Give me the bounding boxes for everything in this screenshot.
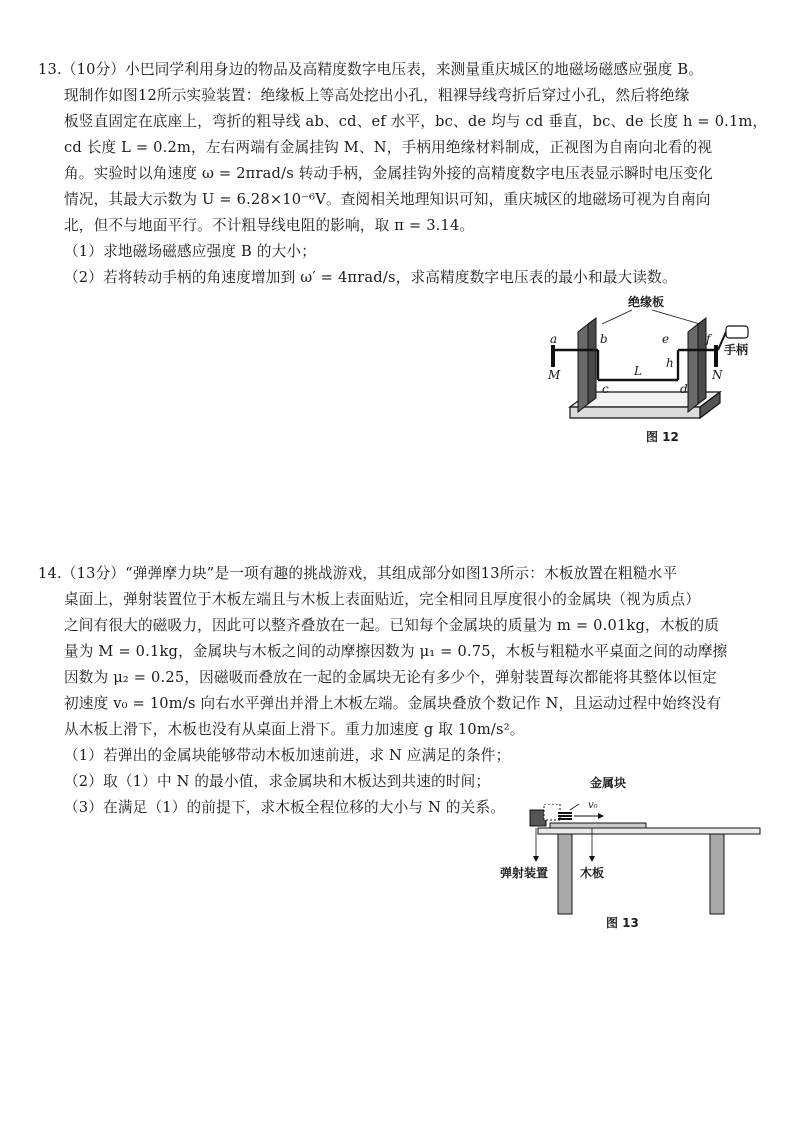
right-board-face: [698, 318, 706, 404]
label-metal-block: 金属块: [590, 776, 627, 790]
point-e: e: [662, 332, 670, 346]
q13-line-1: 13.（10分）小巴同学利用身边的物品及高精度数字电压表，来测量重庆城区的地磁场磁感应强度 B。: [38, 61, 704, 78]
q14-line-5: 因数为 μ₂ = 0.25，因磁吸而叠放在一起的金属块无论有多少个，弹射装置每次都能将其整体以恒定: [64, 669, 717, 686]
caption-figure-13: 图 13: [606, 916, 639, 930]
q14-line-7: 从木板上滑下，木板也没有从桌面上滑下。重力加速度 g 取 10m/s²。: [64, 721, 525, 738]
figure-12: [540, 292, 760, 452]
hook-n: [714, 345, 718, 367]
label-handle: 手柄: [724, 343, 749, 357]
label-launcher: 弹射装置: [500, 866, 549, 880]
point-h: h: [666, 356, 674, 370]
table-leg-right: [710, 834, 724, 914]
point-f: f: [706, 332, 711, 346]
label-insulating-board: 绝缘板: [628, 295, 665, 309]
board-pointer-right: [652, 310, 700, 324]
hook-m: [551, 345, 555, 367]
q13-subq-1: （1）求地磁场磁感应强度 B 的大小；: [64, 243, 316, 260]
point-l: L: [634, 364, 642, 378]
q14-line-3: 之间有很大的磁吸力，因此可以整齐叠放在一起。已知每个金属块的质量为 m = 0.01kg，木板的质: [64, 617, 720, 634]
table-leg-left: [558, 834, 572, 914]
figure-13: [496, 776, 766, 934]
q13-subq-2: （2）若将转动手柄的角速度增加到 ω′ = 4πrad/s，求高精度数字电压表的最小和最大读数。: [64, 269, 677, 286]
board-pointer-head: [589, 856, 595, 862]
q13-line-4: cd 长度 L = 0.2m，左右两端有金属挂钩 M、N，手柄用绝缘材料制成，正视图为自南向北看的视: [64, 139, 713, 156]
q14-subq-2: （2）取（1）中 N 的最小值，求金属块和木板达到共速的时间；: [64, 773, 491, 790]
left-board-side: [578, 324, 588, 412]
left-board-face: [588, 318, 596, 404]
board-pointer-left: [602, 310, 632, 324]
handle-grip: [726, 326, 748, 338]
q13-line-7: 北，但不与地面平行。不计粗导线电阻的影响，取 π = 3.14。: [64, 217, 475, 234]
point-n: N: [712, 368, 723, 382]
q14-line-6: 初速度 v₀ = 10m/s 向右水平弹出并滑上木板左端。金属块叠放个数记作 N，且运动过程中始终没有: [64, 695, 722, 712]
q13-line-6: 情况，其最大示数为 U = 6.28×10⁻⁶V。查阅相关地理知识可知，重庆城区的地磁场可视为自南向: [64, 191, 711, 208]
point-d: d: [680, 382, 688, 396]
point-b: b: [600, 332, 608, 346]
q14-subq-1: （1）若弹出的金属块能够带动木板加速前进，求 N 应满足的条件；: [64, 747, 511, 764]
launcher-pointer-head: [533, 856, 539, 862]
q13-line-3: 板竖直固定在底座上，弯折的粗导线 ab、cd、ef 水平，bc、de 均与 cd 垂直，bc、de 长度 h = 0.1m，: [64, 113, 768, 130]
right-board-side: [688, 324, 698, 412]
q13-line-5: 角。实验时以角速度 ω = 2πrad/s 转动手柄，金属挂钩外接的高精度数字电压表显示瞬时电压变化: [64, 165, 713, 182]
q14-line-2: 桌面上，弹射装置位于木板左端且与木板上表面贴近，完全相同且厚度很小的金属块（视为质点）: [64, 591, 701, 608]
point-a: a: [550, 332, 558, 346]
launcher-frame: [544, 804, 560, 820]
point-c: c: [602, 382, 609, 396]
metal-block-3: [558, 812, 572, 814]
q14-line-1: 14.（13分）“弹弹摩力块”是一项有趣的挑战游戏，其组成部分如图13所示：木板放置在粗糙水平: [38, 565, 678, 582]
point-m: M: [548, 368, 561, 382]
label-wooden-board: 木板: [580, 866, 605, 880]
wooden-board: [550, 823, 646, 828]
q13-line-2: 现制作如图12所示实验装置：绝缘板上等高处挖出小孔，粗裸导线弯折后穿过小孔，然后将绝缘: [64, 87, 690, 104]
velocity-arrowhead: [598, 813, 604, 819]
base-front: [570, 407, 700, 418]
table-top: [538, 828, 760, 834]
label-velocity: v₀: [588, 800, 598, 811]
metal-block-2: [558, 815, 572, 817]
caption-figure-12: 图 12: [646, 430, 679, 444]
q14-line-4: 量为 M = 0.1kg，金属块与木板之间的动摩擦因数为 μ₁ = 0.75，木板与粗糙水平桌面之间的动摩擦: [64, 643, 728, 660]
metal-block-1: [558, 818, 572, 820]
q14-subq-3: （3）在满足（1）的前提下，求木板全程位移的大小与 N 的关系。: [64, 799, 506, 816]
block-pointer: [570, 804, 588, 810]
